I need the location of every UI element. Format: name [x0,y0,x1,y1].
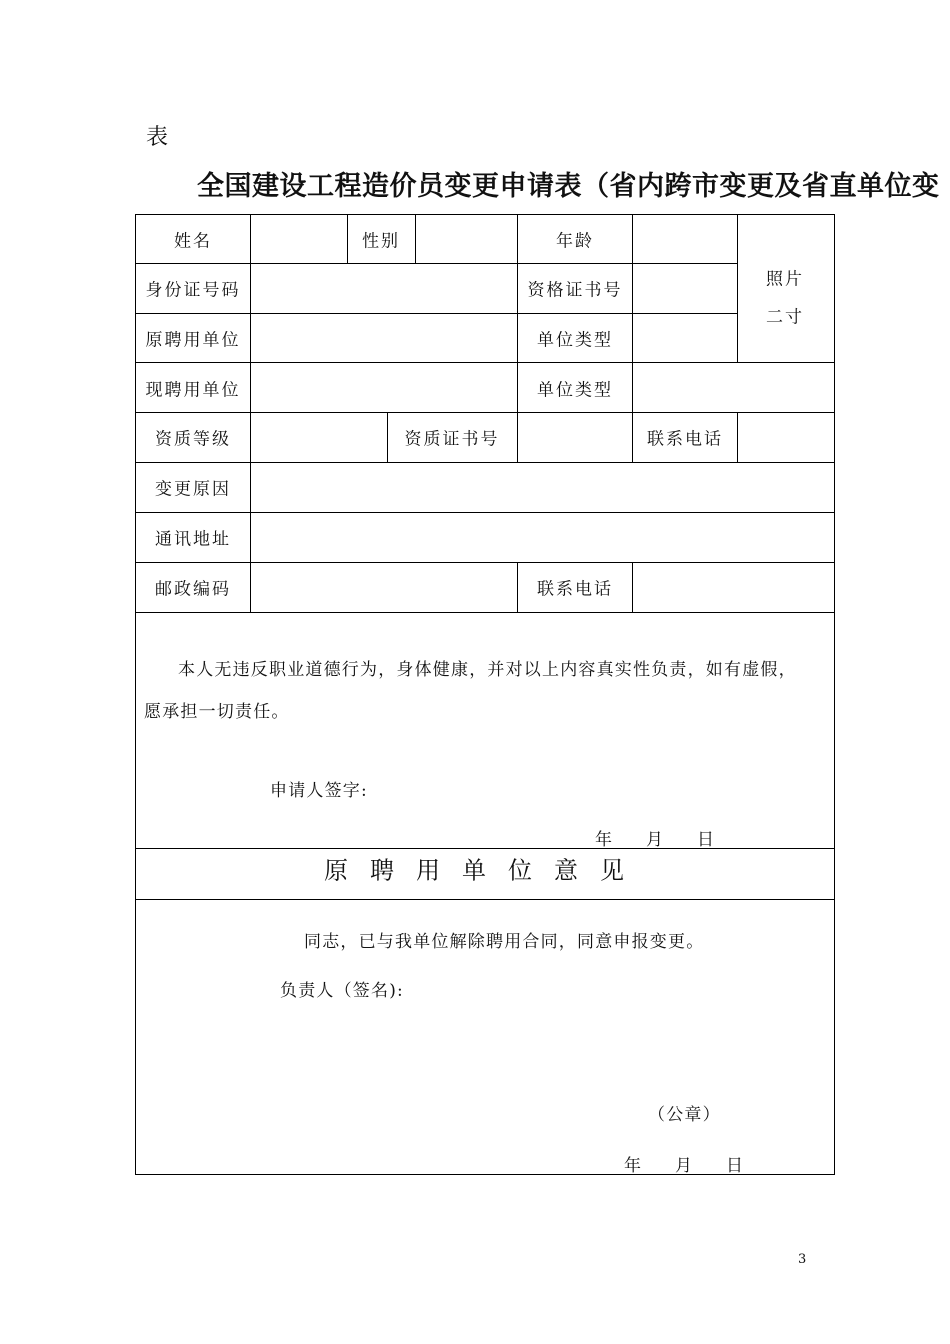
declaration-line-1: 本人无违反职业道德行为，身体健康，并对以上内容真实性负责，如有虚假， [178,660,797,680]
id-number-field[interactable] [252,265,516,312]
declaration-line-2: 愿承担一切责任。 [144,702,290,722]
phone-field-2[interactable] [634,564,833,611]
gender-label: 性别 [362,231,400,252]
name-field[interactable] [252,216,346,262]
opinion-statement: 同志，已与我单位解除聘用合同，同意申报变更。 [304,932,705,952]
age-label: 年龄 [556,231,594,252]
qualification-cert-label: 资质证书号 [404,429,500,450]
official-seal-label: （公章） [648,1105,721,1125]
responsible-person-signature-field[interactable] [415,968,695,1002]
former-employer-opinion-heading: 原聘用单位意见 [324,856,646,885]
name-label: 姓名 [174,231,212,252]
current-unit-type-field[interactable] [634,364,833,411]
mailing-address-field[interactable] [252,514,833,561]
page-number: 3 [798,1252,807,1267]
qualification-level-label: 资质等级 [155,429,231,450]
cert-number-label: 资格证书号 [527,280,623,301]
postal-code-label: 邮政编码 [155,579,231,600]
former-unit-type-field[interactable] [634,315,736,361]
phone-field-1[interactable] [739,414,833,461]
change-reason-field[interactable] [252,464,833,511]
declaration-date: 年 月 日 [595,830,714,850]
current-employer-field[interactable] [252,364,516,411]
responsible-person-label: 负责人（签名): [280,981,404,1001]
photo-size-label: 二寸 [766,307,804,328]
applicant-signature-label: 申请人签字: [270,781,368,801]
phone-label-1: 联系电话 [647,429,723,450]
qualification-cert-field[interactable] [519,414,631,461]
former-unit-type-label: 单位类型 [537,330,613,351]
age-field[interactable] [634,216,736,262]
current-unit-type-label: 单位类型 [537,380,613,401]
gender-field[interactable] [417,216,516,262]
qualification-level-field[interactable] [252,414,386,461]
id-number-label: 身份证号码 [145,280,241,301]
photo-label: 照片 [766,269,804,290]
postal-code-field[interactable] [252,564,516,611]
mailing-address-label: 通讯地址 [155,529,231,550]
form-title: 全国建设工程造价员变更申请表（省内跨市变更及省直单位变 [197,171,940,202]
cert-number-field[interactable] [634,265,736,312]
form-label: 表 [146,125,169,150]
current-employer-label: 现聘用单位 [145,380,241,401]
change-reason-label: 变更原因 [155,479,231,500]
former-employer-field[interactable] [252,315,516,361]
applicant-signature-field[interactable] [380,768,680,802]
former-employer-label: 原聘用单位 [145,330,241,351]
phone-label-2: 联系电话 [537,579,613,600]
opinion-date: 年 月 日 [624,1156,743,1176]
